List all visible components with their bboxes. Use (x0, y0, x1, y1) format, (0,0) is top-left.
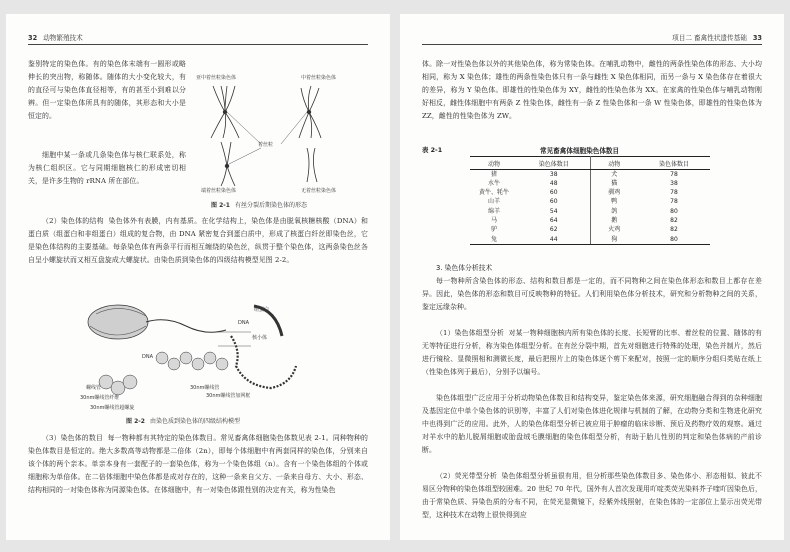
table-label: 表 2-1 (422, 146, 443, 154)
sex-chromosome-paragraph: 体。除一对性染色体以外的其他染色体，称为常染色体。在哺乳动物中，雌性的两条性染色体的形态、大小均相同，称为 X 染色体；雄性的两条性染色体只有一条与雌性 X 染色体相同，而另一条与 X 染色体存在着很大的差异，称为 Y 染色体。即雄性的性染色体为 XY，雌性的性染色体为 XX。在家禽的性染色体与哺乳动物刚好相反，雌性体细胞中有两条 Z 性染色体，雌性有一条 Z 性染色体和一条 W 性染色体，即雄性的性染色体为 ZZ，雌性的性染色体为 ZW。 (422, 60, 762, 120)
fig2-label-dna: DNA (238, 320, 250, 326)
karyotype-heading: （1）染色体组型分析 (436, 329, 504, 337)
table-cell: 78 (670, 189, 678, 197)
table-cell: 44 (518, 235, 590, 245)
table-cell: 火鸡 (608, 226, 621, 234)
table-cell: 60 (518, 189, 590, 198)
structure-text: 染色体外有表膜，内有基质。在化学结构上，染色体是由脱氧核糖核酸（DNA）和蛋白质（组蛋白和非组蛋白）组成的复合物，由 DNA 紧密复合到蛋白质中，形成了核蛋白纤丝即染色丝，它是染色体结构的主要基础。每条染色体有两条平行而相互缠绕的染色丝，纵贯于整个染色体，这两条染色丝各自呈小螺旋状而又相互盘旋成大螺旋状。由染色质到染色体的四级结构模型见图 2-2。 (28, 217, 368, 264)
chromosome-shapes-icon (191, 82, 371, 192)
chromosome-count-table (470, 156, 710, 245)
left-running-head (28, 32, 368, 45)
fig2-label-fiber30b: 30nm螺线管 (190, 385, 220, 391)
table-cell: 38 (670, 179, 678, 187)
table-cell: 狗 (590, 235, 638, 245)
table-header-cell: 染色体数目 (638, 157, 710, 170)
table-cell: 82 (670, 226, 678, 234)
table-header-cell: 动物 (590, 157, 638, 170)
table-cell: 黄牛、牦牛 (478, 189, 509, 197)
table-cell: 48 (518, 179, 590, 188)
table-row (470, 179, 710, 188)
table-cell: 鸭 (611, 198, 618, 206)
table-cell: 80 (638, 235, 710, 245)
table-cell: 马 (490, 217, 497, 224)
table-row (470, 198, 710, 207)
table-cell: 猫 (611, 179, 618, 187)
satellite-paragraph: 鉴别特定的染色体。有的染色体末端有一圆形或略伸长的突出物，称随体。随体的大小变化较大，有的直径可与染色体直径相等，有的甚至小到难以分辨。但一定染色体所具有的随体，其形态和大小是恒定的。 (28, 60, 186, 120)
fig2-label-loop: 30nm螺线管超螺旋 (90, 405, 135, 411)
right-running-head (422, 32, 762, 45)
fluorescence-paragraph (422, 470, 762, 522)
table-cell: 绵羊 (487, 207, 500, 215)
nucleolus-paragraph: 细胞中某一条或几条染色体与核仁联系处，称为核仁组织区。它与同期细胞核仁的形成密切相关，是许多生物的 rRNA 所在部位。 (28, 151, 186, 185)
table-cell: 犬 (611, 170, 618, 178)
karyotype-paragraph (422, 327, 762, 379)
table-row (470, 170, 710, 180)
fig2-label-dna2: DNA (142, 354, 154, 360)
fluorescence-text: 染色体组型分析虽很有用，但分析那些染色体数目多、染色体小、形态相似、彼此不易区分物种的染色体组型较困难。20 世纪 70 年代，国外有人首次发现用吖啶类荧光染料芥子喹吖因染色后，由于常染色质、异染色质的分布不同，在荧光显微镜下，经紫外线照射，在染色体的一定部位上显示出荧光带型，这种技术在动物上很快得到应 (422, 472, 762, 519)
table-cell: 驯鸡 (608, 189, 621, 197)
table-cell: 驴 (490, 226, 497, 234)
fig2-label-histone: 组蛋白 (254, 307, 270, 313)
table-cell: 62 (518, 226, 590, 235)
table-cell: 兔 (470, 235, 518, 245)
number-paragraph (28, 432, 368, 497)
structure-paragraph (28, 215, 368, 267)
fluorescence-heading: （2）荧光带型分析 (436, 472, 497, 480)
table-row (470, 216, 710, 225)
table-header-cell: 染色体数目 (518, 157, 590, 170)
table-cell: 山羊 (487, 198, 500, 206)
table-row (470, 226, 710, 235)
right-running-title: 项目二 畜禽性状遗传基础 (672, 34, 747, 42)
analysis-heading: 3. 染色体分析技术 (436, 264, 493, 272)
fig2-label-nucleosome: 核小体 (252, 335, 268, 341)
table-header-row (470, 157, 710, 170)
fig2-label-solenoid: 螺线管 (86, 385, 102, 391)
table-cell: 78 (670, 170, 678, 178)
table-cell: 鸽 (611, 207, 618, 215)
karyotype-text: 对某一物种细胞核内所有染色体的长度、长短臂的比率、着丝粒的位置、随体的有无等特征进行分析，称为染色体组型分析。在有丝分裂中期，首先对细胞进行特殊的处理，染色并制片，然后进行镜检、显微照相和测微长度，最后把照片上的染色体逐个剪下来配对，按照一定的顺序分组归类贴在纸上（性染色体列于最后），分别予以编号。 (422, 329, 762, 376)
table-cell: 80 (670, 207, 678, 215)
table-cell: 64 (518, 216, 590, 225)
table-title: 常见畜禽体细胞染色体数目 (540, 147, 620, 155)
fig2-caption: 图 2-2 由染色质到染色体的四级结构模型 (126, 418, 240, 425)
fig1-label-acrocentric: 端着丝粒染色体 (201, 188, 237, 194)
right-page-number: 33 (752, 34, 762, 42)
analysis-intro-paragraph: 每一物种所含染色体的形态、结构和数目都是一定的，而不同物种之间在染色体形态和数目上都存在差异。因此，染色体的形态和数目可反映物种的特征。人们利用染色体分析技术，研究和分析物种之间的关系，鉴定远缘杂种。 (422, 277, 762, 311)
fig1-label-metacentric: 中着丝粒染色体 (301, 75, 337, 81)
table-cell: 水牛 (487, 179, 500, 187)
table-row (470, 207, 710, 216)
table-cell: 60 (518, 198, 590, 207)
number-text: 每一物种都有其特定的染色体数目。常见畜禽体细胞染色体数见表 2-1。同种物种的染色体数目是恒定的。绝大多数高等动物都是二倍体（2n），即每个体细胞中有两套同样的染色体，分别来自该个体的两个亲本。单亲本身有一套配子的一套染色体，称为一个染色体组（n）。含有一个染色体组的个体或细胞称为单倍体。在二倍体细胞中染色体都是成对存在的，这种一条来自父方、一条来自母方、大小、形态、结构相同的一对染色体称为同源染色体。在体细胞中，有一对染色体跟性别的决定有关，称为性染色 (28, 434, 368, 494)
table-cell: 82 (670, 217, 678, 224)
fig1-label-centromere: 着丝粒 (258, 142, 274, 148)
number-heading: （3）染色体的数目 (42, 434, 103, 442)
table-cell: 78 (670, 198, 678, 206)
fig1-label-submetacentric: 亚中着丝粒染色体 (196, 75, 237, 81)
fig2-label-domain: 30nm螺线管加网框 (206, 393, 251, 399)
table-header-cell: 动物 (470, 157, 518, 170)
fig1-label-acentric: 无着丝粒染色体 (301, 188, 337, 194)
table-row (470, 235, 710, 245)
right-page (400, 14, 784, 540)
left-page (6, 14, 390, 540)
structure-heading: （2）染色体的结构 (42, 217, 104, 225)
table-row (470, 189, 710, 198)
left-running-title: 动物繁殖技术 (43, 34, 83, 42)
table-cell: 猪 (490, 170, 497, 178)
table-cell: 54 (518, 207, 590, 216)
table-cell: 鹅 (611, 217, 618, 224)
table-cell: 38 (518, 170, 590, 180)
fig2-label-fiber30: 30nm螺线管纤维 (80, 395, 120, 401)
left-page-number: 32 (28, 34, 38, 42)
fig1-caption: 图 2-1 有丝分裂后期染色体的形态 (211, 202, 307, 209)
karyotype-application-paragraph: 染色体组型广泛应用于分析动物染色体数目和结构变异，鉴定染色体来源，研究细胞融合得到的杂种细胞及基因定位中单个染色体的识别等，丰富了人们对染色体进化规律与机制的了解，在动物分类和生物进化研究中也得到广泛的应用。此外，人的染色体组型分析已被应用于肿瘤的临床诊断、预后及药物疗效的观察。通过对羊水中的胎儿脱屑细胞或胎盘绒毛膜细胞的染色体组型分析，有助于胎儿性别的判定和染色体病的产前诊断。 (422, 394, 762, 454)
